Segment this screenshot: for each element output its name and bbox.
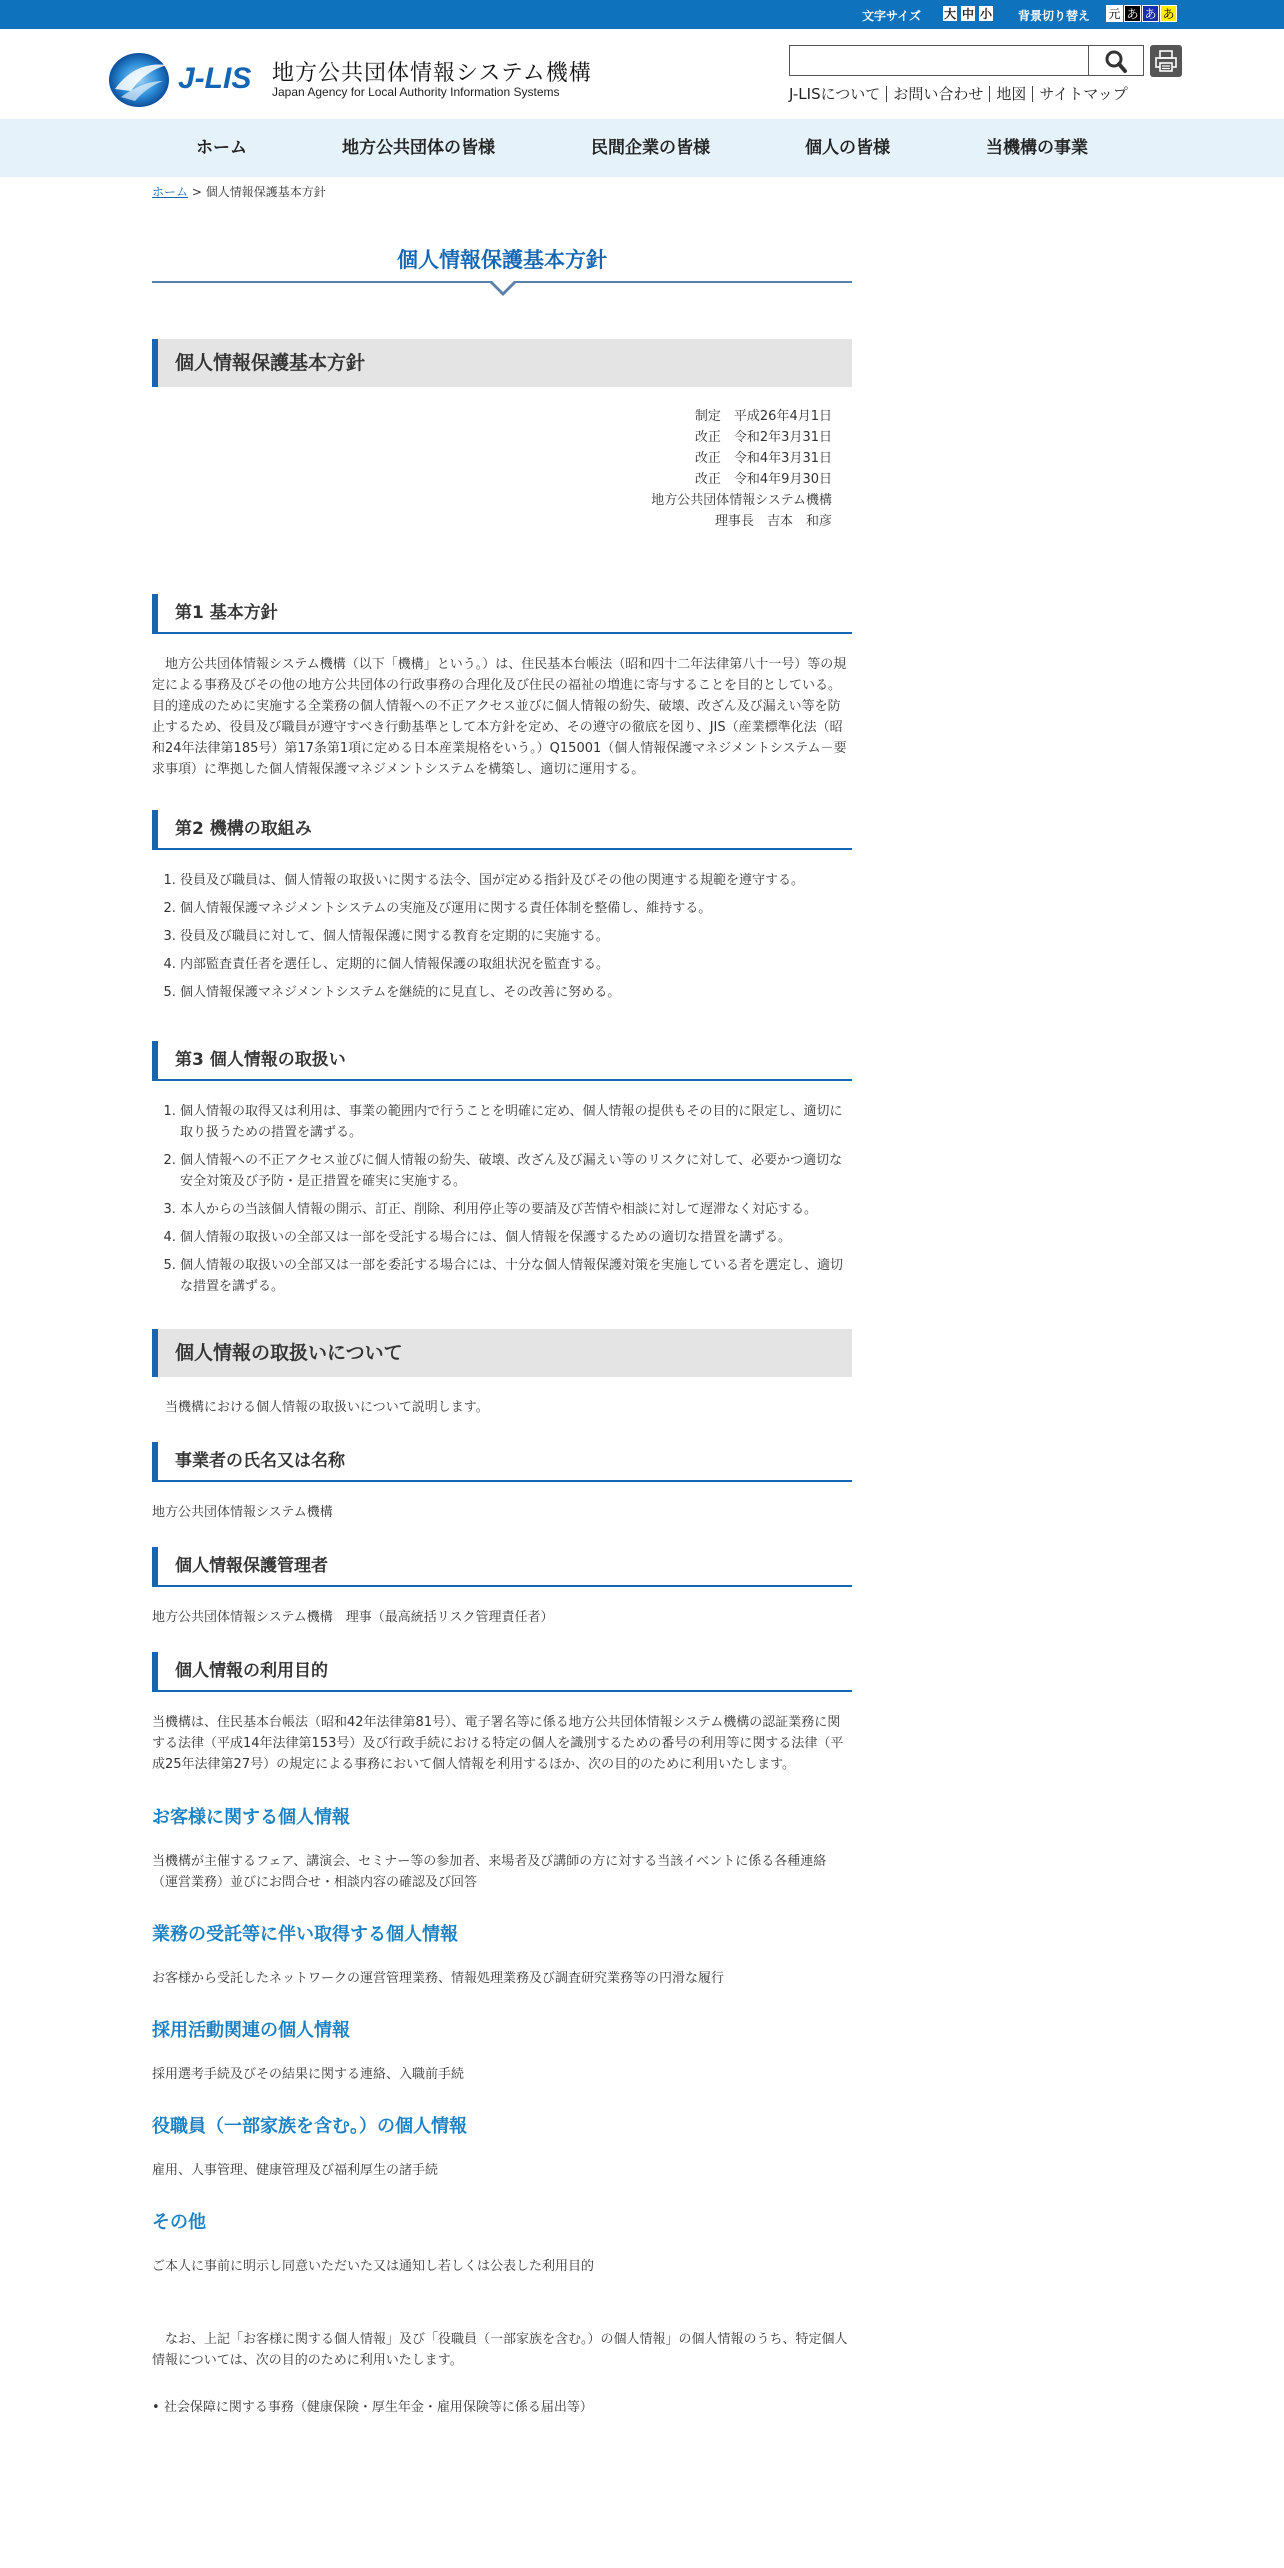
list-item: 4. 個人情報の取扱いの全部又は一部を受託する場合には、個人情報を保護するための適切な措置を講ずる。: [180, 1227, 852, 1248]
manager-text: 地方公共団体情報システム機構 理事（最高統括リスク管理責任者）: [152, 1610, 554, 1625]
operator-heading: 事業者の氏名又は名称: [152, 1442, 852, 1482]
signature-line: 改正 令和4年9月30日: [694, 472, 832, 487]
section3-heading: 第3 個人情報の取扱い: [152, 1041, 852, 1081]
signature-line: 改正 令和2年3月31日: [694, 430, 832, 445]
list-item-text: 社会保障に関する事務（健康保険・厚生年金・雇用保険等に係る届出等）: [163, 2400, 593, 2415]
section2-heading: 第2 機構の取組み: [152, 810, 852, 850]
specific-info-note: なお、上記「お客様に関する個人情報」及び「役職員（一部家族を含む。）の個人情報」の個人情報のうち、特定個人情報については、次の目的のために利用いたします。: [152, 2332, 848, 2368]
search-button[interactable]: [1089, 45, 1144, 76]
category-text: ご本人に事前に明示し同意いただいた又は通知し若しくは公表した利用目的: [152, 2259, 595, 2274]
list-item: 5. 個人情報保護マネジメントシステムを継続的に見直し、その改善に努める。: [180, 982, 852, 1003]
list-item: 5. 個人情報の取扱いの全部又は一部を委託する場合には、十分な個人情報保護対策を実施している者を選定し、適切な措置を講ずる。: [180, 1255, 852, 1297]
category-text: お客様から受託したネットワークの運営管理業務、情報処理業務及び調査研究業務等の円滑な履行: [152, 1971, 725, 1986]
main-content: [152, 245, 852, 2418]
list-item: 2. 個人情報保護マネジメントシステムの実施及び運用に関する責任体制を整備し、維持する。: [180, 898, 852, 919]
purpose-text: 当機構は、住民基本台帳法（昭和42年法律第81号）、電子署名等に係る地方公共団体情報システム機構の認証業務に関する法律（平成14年法律第153号）及び行政手続における特定の個人を識別するための番号の利用等に関する法律（平成25年法律第27号）の規定による事務において個人情報を利用するほか、次の目的のために利用いたします。: [152, 1715, 844, 1772]
page-title: 個人情報保護基本方針: [397, 248, 607, 272]
nav-home[interactable]: ホーム: [196, 138, 247, 158]
category-heading: お客様に関する個人情報: [152, 1807, 350, 1828]
list-item: 3. 本人からの当該個人情報の開示、訂正、削除、利用停止等の要請及び苦情や相談に対して遅滞なく対応する。: [180, 1199, 852, 1220]
breadcrumb-home-link[interactable]: ホーム: [152, 185, 189, 199]
font-size-label: 文字サイズ: [862, 9, 922, 23]
contact-link[interactable]: お問い合わせ: [886, 86, 989, 102]
title-divider: [152, 281, 852, 287]
list-item: 2. 個人情報への不正アクセス並びに個人情報の紛失、破壊、改ざん及び漏えい等のリスクに対して、必要かつ適切な安全対策及び予防・是正措置を確実に実施する。: [180, 1150, 852, 1192]
font-size-medium-button[interactable]: 中: [961, 7, 974, 21]
breadcrumb-current: 個人情報保護基本方針: [205, 185, 326, 199]
breadcrumb: [152, 183, 326, 200]
section1-heading: 第1 基本方針: [152, 594, 852, 634]
section3-list: [152, 1101, 852, 1297]
list-item: 1. 個人情報の取得又は利用は、事業の範囲内で行うことを明確に定め、個人情報の提供もその目的に限定し、適切に取り扱うための措置を講ずる。: [180, 1101, 852, 1143]
bg-blue-button[interactable]: あ: [1142, 5, 1159, 22]
specific-info-list: [152, 2397, 852, 2418]
category-text: 当機構が主催するフェア、講演会、セミナー等の参加者、来場者及び講師の方に対する当該イベントに係る各種連絡（運営業務）並びにお問合せ・相談内容の確認及び回答: [152, 1854, 827, 1890]
signature-line: 地方公共団体情報システム機構: [651, 493, 832, 508]
header-links: [789, 86, 1134, 102]
nav-private-companies[interactable]: 民間企業の皆様: [591, 138, 710, 158]
font-size-small-button[interactable]: 小: [979, 7, 992, 21]
printer-icon: [1150, 45, 1182, 77]
policy-signature: [152, 406, 852, 532]
print-button[interactable]: [1150, 45, 1182, 77]
category-heading: その他: [152, 2212, 206, 2233]
global-nav: [0, 119, 1284, 177]
org-name-english: Japan Agency for Local Authority Information Systems: [272, 85, 560, 99]
signature-line: 制定 平成26年4月1日: [694, 409, 832, 424]
org-name: 地方公共団体情報システム機構: [272, 61, 592, 86]
list-item: [152, 2397, 852, 2418]
font-size-large-button[interactable]: 大: [943, 7, 956, 21]
policy-heading: 個人情報保護基本方針: [152, 339, 852, 387]
bullet-icon: •: [152, 2400, 164, 2415]
sitemap-link[interactable]: サイトマップ: [1032, 86, 1133, 102]
about-link[interactable]: J-LISについて: [789, 85, 881, 103]
search-input[interactable]: [789, 45, 1089, 76]
signature-line: 改正 令和4年3月31日: [694, 451, 832, 466]
category-text: 採用選考手続及びその結果に関する連絡、入職前手続: [152, 2067, 465, 2082]
bg-default-button[interactable]: 元: [1106, 5, 1123, 22]
section2-list: [152, 870, 852, 1003]
site-header: [0, 29, 1284, 119]
nav-individuals[interactable]: 個人の皆様: [805, 138, 890, 158]
search-icon: [1089, 46, 1144, 77]
handling-heading: 個人情報の取扱いについて: [152, 1329, 852, 1377]
breadcrumb-separator: >: [191, 185, 202, 199]
nav-local-government[interactable]: 地方公共団体の皆様: [342, 138, 495, 158]
category-text: 雇用、人事管理、健康管理及び福利厚生の諸手続: [152, 2163, 439, 2178]
top-utility-bar: [0, 0, 1284, 29]
section1-text: 地方公共団体情報システム機構（以下「機構」という。）は、住民基本台帳法（昭和四十二年法律第八十一号）等の規定による事務及びその他の地方公共団体の行政事務の合理化及び住民の福祉の増進に寄与することを目的としている。目的達成のために実施する全業務の個人情報への不正アクセス並びに個人情報の紛失、破壊、改ざん及び漏えい等を防止するため、役員及び職員が遵守すべき行動基準として本方針を定め、その遵守の徹底を図り、JIS（産業標準化法（昭和24年法律第185号）第17条第1項に定める日本産業規格をいう。）Q15001（個人情報保護マネジメントシステム－要求事項）に準拠した個人情報保護マネジメントシステムを構築し、適切に運用する。: [152, 657, 847, 777]
category-heading: 役職員（一部家族を含む。）の個人情報: [152, 2116, 467, 2137]
signature-line: 理事長 吉本 和彦: [714, 514, 832, 529]
bg-yellow-button[interactable]: あ: [1160, 5, 1177, 22]
background-switch-label: 背景切り替え: [1018, 9, 1091, 23]
list-item: 1. 役員及び職員は、個人情報の取扱いに関する法令、国が定める指針及びその他の関連する規範を遵守する。: [180, 870, 852, 891]
category-heading: 採用活動関連の個人情報: [152, 2020, 350, 2041]
category-heading: 業務の受託等に伴い取得する個人情報: [152, 1924, 458, 1945]
list-item: 4. 内部監査責任者を選任し、定期的に個人情報保護の取組状況を監査する。: [180, 954, 852, 975]
list-item: 3. 役員及び職員に対して、個人情報保護に関する教育を定期的に実施する。: [180, 926, 852, 947]
map-link[interactable]: 地図: [989, 86, 1032, 102]
manager-heading: 個人情報保護管理者: [152, 1547, 852, 1587]
purpose-heading: 個人情報の利用目的: [152, 1652, 852, 1692]
nav-our-business[interactable]: 当機構の事業: [986, 138, 1088, 158]
handling-intro: 当機構における個人情報の取扱いについて説明します。: [165, 1400, 489, 1415]
operator-text: 地方公共団体情報システム機構: [152, 1505, 333, 1520]
bg-black-button[interactable]: あ: [1124, 5, 1141, 22]
jlis-logo-icon[interactable]: [105, 51, 177, 109]
logo-text: J-LIS: [178, 62, 252, 95]
